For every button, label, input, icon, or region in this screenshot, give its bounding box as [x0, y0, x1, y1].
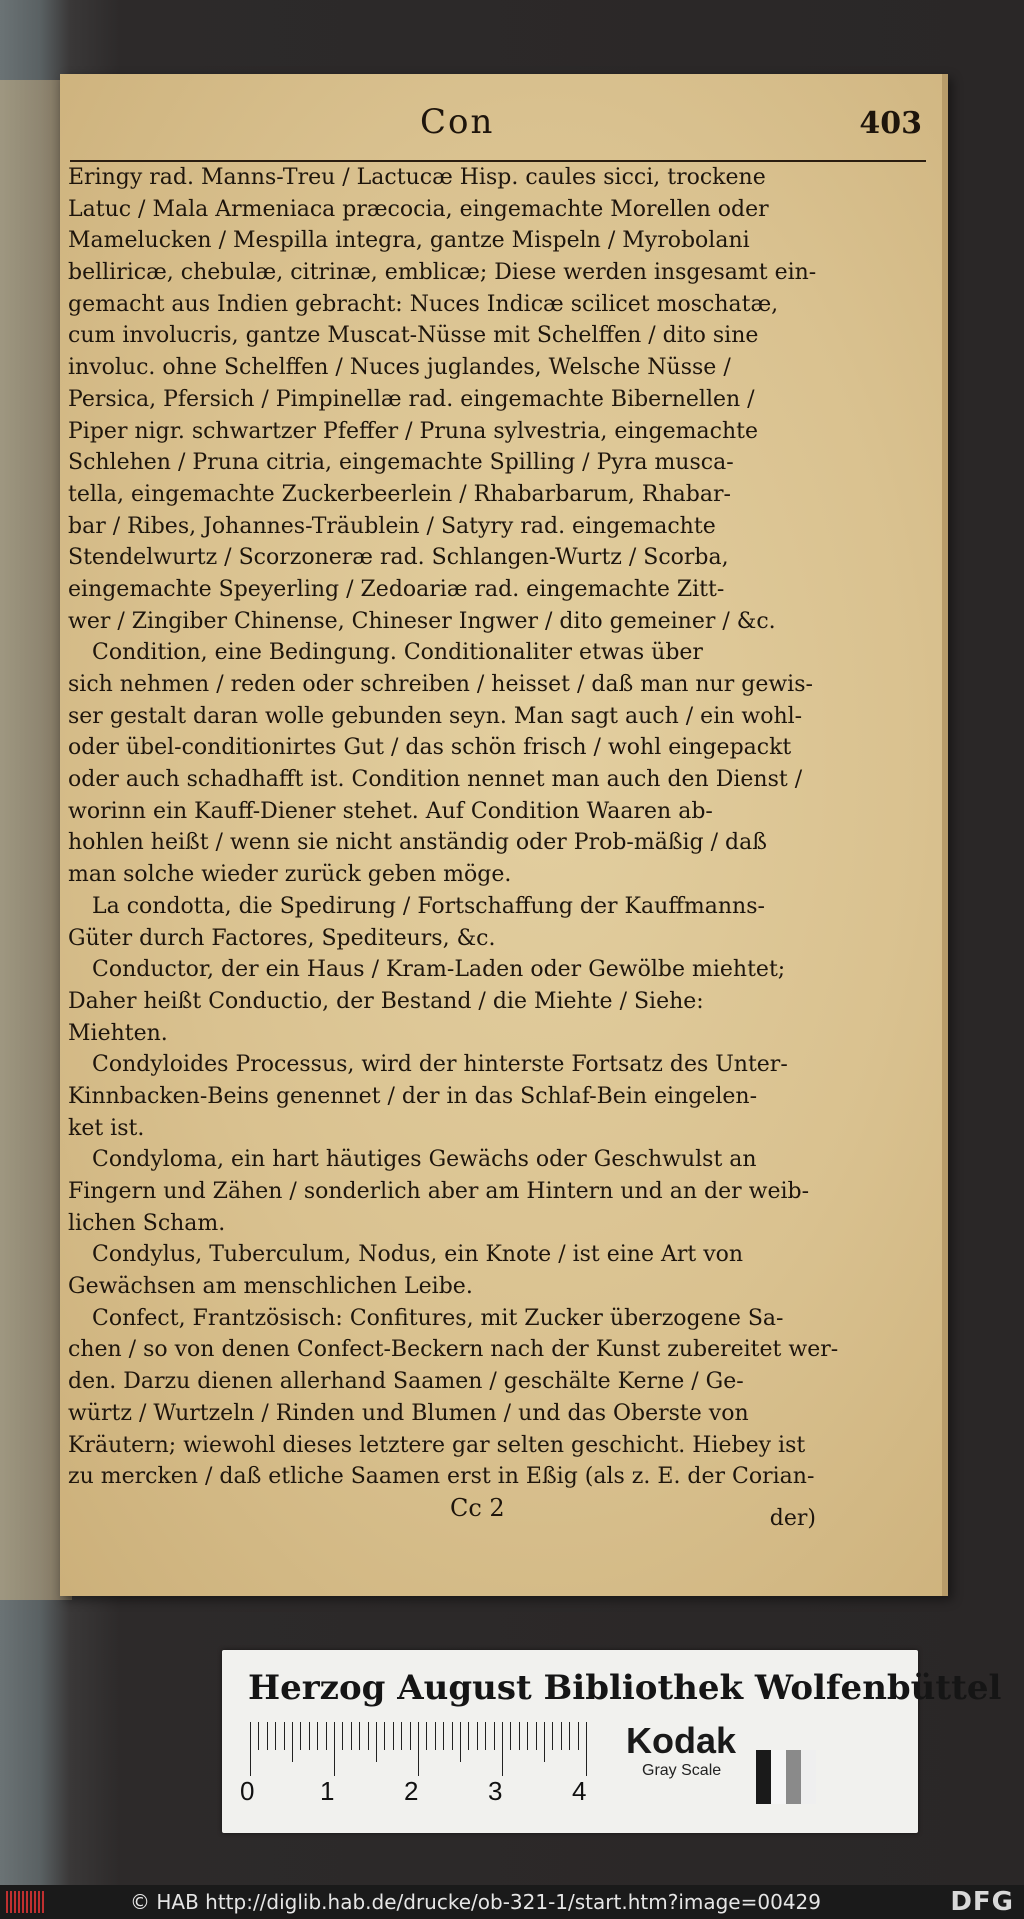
- text-line: Kinnbacken-Beins genennet / der in das Schlaf-Bein eingelen-: [68, 1083, 758, 1109]
- ruler-tick: [359, 1722, 360, 1750]
- ruler-tick: [384, 1722, 385, 1750]
- ruler-tick: [519, 1722, 520, 1750]
- page-text: [68, 162, 890, 1493]
- text-line: man solche wieder zurück geben möge.: [68, 862, 512, 888]
- ruler-tick: [300, 1722, 301, 1750]
- ruler-tick: [401, 1722, 402, 1750]
- text-line: Latuc / Mala Armeniaca præcocia, eingemachte Morellen oder: [68, 196, 769, 222]
- ruler-tick: [586, 1722, 587, 1776]
- ruler-tick: [334, 1722, 335, 1776]
- running-head: [60, 102, 942, 142]
- ruler-tick: [368, 1722, 369, 1750]
- ruler-tick: [443, 1722, 444, 1750]
- entry-line: Condyloides Processus, wird der hinterste Fortsatz des Unter-: [92, 1052, 788, 1078]
- text-line: Daher heißt Conductio, der Bestand / die Miehte / Siehe:: [68, 988, 704, 1014]
- text-line: Gewächsen am menschlichen Leibe.: [68, 1274, 473, 1300]
- ruler-label: 3: [488, 1776, 503, 1806]
- ruler-tick: [267, 1722, 268, 1750]
- text-line: den. Darzu dienen allerhand Saamen / geschälte Kerne / Ge-: [68, 1369, 744, 1395]
- ruler-tick: [351, 1722, 352, 1750]
- ruler-tick: [309, 1722, 310, 1750]
- swatch-light: [801, 1750, 816, 1804]
- ruler-tick: [393, 1722, 394, 1750]
- ruler-tick: [275, 1722, 276, 1750]
- text-line: Kräutern; wiewohl dieses letztere gar selten geschicht. Hiebey ist: [68, 1432, 806, 1458]
- ruler-tick: [292, 1722, 293, 1762]
- ruler-tick: [376, 1722, 377, 1762]
- text-line: ser gestalt daran wolle gebunden seyn. Man sagt auch / ein wohl-: [68, 703, 803, 729]
- text-line: cum involucris, gantze Muscat-Nüsse mit Schelffen / dito sine: [68, 323, 759, 349]
- footer-bar: [0, 1885, 1024, 1919]
- text-line: tella, eingemachte Zuckerbeerlein / Rhabarbarum, Rhabar-: [68, 481, 731, 507]
- ruler-label: 1: [320, 1776, 335, 1806]
- text-line: würtz / Wurtzeln / Rinden und Blumen / und das Oberste von: [68, 1400, 749, 1426]
- page-number: 403: [859, 106, 922, 141]
- text-line: Eringy rad. Manns-Treu / Lactucæ Hisp. caules sicci, trockene: [68, 165, 766, 190]
- ruler-tick: [552, 1722, 553, 1750]
- text-line: gemacht aus Indien gebracht: Nuces Indicæ scilicet moschatæ,: [68, 291, 779, 317]
- ruler-tick: [527, 1722, 528, 1750]
- entry-line: Condition, eine Bedingung. Conditionaliter etwas über: [92, 640, 703, 666]
- text-line: belliricæ, chebulæ, citrinæ, emblicæ; Diese werden insgesamt ein-: [68, 260, 817, 286]
- text-line: worinn ein Kauff-Diener stehet. Auf Condition Waaren ab-: [68, 798, 713, 824]
- text-line: eingemachte Speyerling / Zedoariæ rad. eingemachte Zitt-: [68, 576, 725, 602]
- text-line: ket ist.: [68, 1115, 145, 1141]
- ruler-tick: [578, 1722, 579, 1750]
- ruler-tick: [502, 1722, 503, 1776]
- text-line: hohlen heißt / wenn sie nicht anständig oder Prob-mäßig / daß: [68, 830, 767, 856]
- gray-scale-label: Gray Scale: [642, 1762, 722, 1779]
- ruler-tick: [418, 1722, 419, 1776]
- signature-mark: Cc 2: [450, 1494, 505, 1522]
- library-name: Herzog August Bibliothek Wolfenbüttel: [248, 1668, 1002, 1708]
- text-line: Fingern und Zähen / sonderlich aber am Hintern und an der weib-: [68, 1179, 810, 1204]
- text-line: Güter durch Factores, Spediteurs, &c.: [68, 925, 496, 951]
- text-line: zu mercken / daß etliche Saamen erst in Eßig (als z. E. der Corian-: [68, 1464, 815, 1490]
- text-line: wer / Zingiber Chinense, Chineser Ingwer / dito gemeiner / &c.: [68, 608, 776, 634]
- entry-line: Confect, Frantzösisch: Confitures, mit Zucker überzogene Sa-: [92, 1305, 784, 1331]
- text-line: Stendelwurtz / Scorzoneræ rad. Schlangen-Wurtz / Scorba,: [68, 545, 729, 571]
- book-page: [60, 74, 948, 1596]
- gray-scale-swatch: [756, 1750, 816, 1804]
- ruler-tick: [258, 1722, 259, 1750]
- ruler-tick: [510, 1722, 511, 1750]
- ruler-labels: [240, 1776, 620, 1806]
- ruler-tick: [317, 1722, 318, 1750]
- color-calibration-card: [222, 1650, 1002, 1833]
- dfg-logo: DFG: [950, 1887, 1014, 1917]
- text-line: Piper nigr. schwartzer Pfeffer / Pruna sylvestria, eingemachte: [68, 418, 758, 444]
- text-line: Schlehen / Pruna citria, eingemachte Spilling / Pyra musca-: [68, 450, 734, 476]
- text-line: bar / Ribes, Johannes-Träublein / Satyry rad. eingemachte: [68, 513, 716, 539]
- text-line: involuc. ohne Schelffen / Nuces juglandes, Welsche Nüsse /: [68, 355, 731, 381]
- running-head-title: Con: [420, 102, 495, 142]
- swatch-white: [771, 1750, 786, 1804]
- ruler-tick: [485, 1722, 486, 1750]
- ruler-tick: [435, 1722, 436, 1750]
- text-line: oder übel-conditionirtes Gut / das schön frisch / wohl eingepackt: [68, 735, 792, 761]
- ruler-tick: [561, 1722, 562, 1750]
- entry-line: Condylus, Tuberculum, Nodus, ein Knote / ist eine Art von: [92, 1242, 744, 1268]
- ruler-tick: [452, 1722, 453, 1750]
- kodak-logo: Kodak: [626, 1720, 737, 1761]
- entry-line: Condyloma, ein hart häutiges Gewächs oder Geschwulst an: [92, 1147, 757, 1173]
- swatch-black: [756, 1750, 771, 1804]
- text-line: oder auch schadhafft ist. Condition nennet man auch den Dienst /: [68, 767, 803, 793]
- ruler-tick: [250, 1722, 251, 1776]
- text-line: lichen Scham.: [68, 1210, 226, 1236]
- text-line: chen / so von denen Confect-Beckern nach der Kunst zubereitet wer-: [68, 1337, 839, 1363]
- text-line: sich nehmen / reden oder schreiben / heisset / daß man nur gewis-: [68, 672, 813, 697]
- barcode-icon: [6, 1891, 46, 1913]
- footer-credit-link[interactable]: © HAB http://diglib.hab.de/drucke/ob-321-1/start.htm?image=00429: [130, 1890, 821, 1914]
- ruler-tick: [569, 1722, 570, 1750]
- ruler-tick: [544, 1722, 545, 1762]
- text-line: Persica, Pfersich / Pimpinellæ rad. eingemachte Bibernellen /: [68, 386, 755, 412]
- entry-line: Conductor, der ein Haus / Kram-Laden oder Gewölbe miehtet;: [92, 957, 786, 983]
- ruler-tick: [460, 1722, 461, 1762]
- ruler-label: 2: [404, 1776, 419, 1806]
- ruler-tick: [477, 1722, 478, 1750]
- ruler-tick: [410, 1722, 411, 1750]
- ruler-tick: [494, 1722, 495, 1750]
- ruler-tick: [342, 1722, 343, 1750]
- ruler-label: 0: [240, 1776, 255, 1806]
- text-line: Miehten.: [68, 1020, 168, 1046]
- ruler-tick: [468, 1722, 469, 1750]
- catchword: der): [769, 1506, 816, 1531]
- ruler-tick: [326, 1722, 327, 1750]
- text-line: Mamelucken / Mespilla integra, gantze Mispeln / Myrobolani: [68, 228, 750, 254]
- entry-line: La condotta, die Spedirung / Fortschaffung der Kauffmanns-: [92, 893, 765, 919]
- swatch-gray: [786, 1750, 801, 1804]
- ruler-tick: [536, 1722, 537, 1750]
- ruler-tick: [284, 1722, 285, 1750]
- measurement-ruler: [250, 1722, 598, 1778]
- ruler-tick: [426, 1722, 427, 1750]
- ruler-label: 4: [572, 1776, 587, 1806]
